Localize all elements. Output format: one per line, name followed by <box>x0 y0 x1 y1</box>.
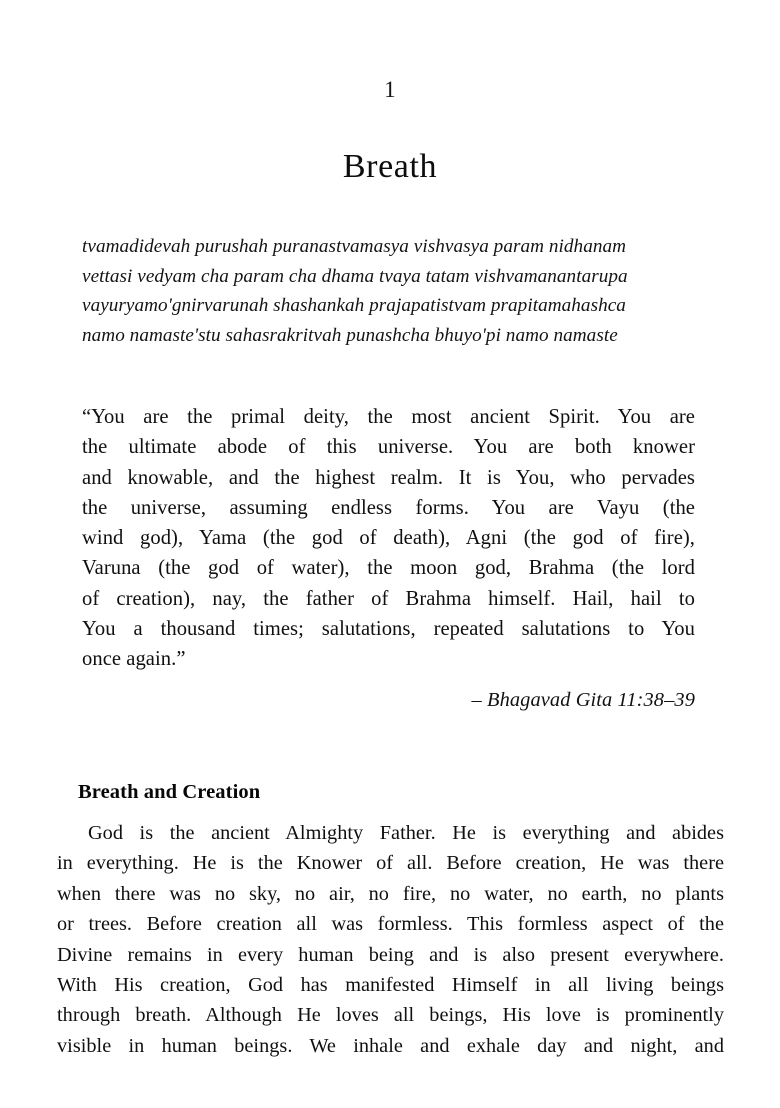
scripture-quotation <box>82 402 695 675</box>
sanskrit-verse <box>82 232 696 350</box>
body-line: when there was no sky, no air, no fire, no water, no earth, no plants <box>57 882 724 905</box>
quote-line: the universe, assuming endless forms. You are Vayu (the <box>82 496 695 519</box>
section-heading: Breath and Creation <box>78 781 261 803</box>
quote-line: and knowable, and the highest realm. It is You, who pervades <box>82 466 695 489</box>
body-line: visible in human beings. We inhale and exhale day and night, and <box>57 1034 724 1057</box>
body-line: Divine remains in every human being and is also present everywhere. <box>57 943 724 966</box>
verse-line: namo namaste'stu sahasrakritvah punashcha bhuyo'pi namo namaste <box>82 324 618 346</box>
body-line: or trees. Before creation all was formless. This formless aspect of the <box>57 913 724 936</box>
verse-line: tvamadidevah purushah puranastvamasya vishvasya param nidhanam <box>82 236 627 257</box>
quote-line: the ultimate abode of this universe. You are both knower <box>82 436 695 459</box>
quote-line: Varuna (the god of water), the moon god, Brahma (the lord <box>82 557 695 580</box>
quote-line: “You are the primal deity, the most ancient Spirit. You are <box>82 406 695 428</box>
body-line: in everything. He is the Knower of all. Before creation, He was there <box>57 852 724 875</box>
quote-line: of creation), nay, the father of Brahma himself. Hail, hail to <box>82 587 695 610</box>
chapter-number: 1 <box>384 77 396 102</box>
body-text <box>57 818 724 1061</box>
body-line: With His creation, God has manifested Himself in all living beings <box>57 974 724 997</box>
chapter-title: Breath <box>342 148 438 185</box>
quote-line: wind god), Yama (the god of death), Agni (the god of fire), <box>82 527 695 550</box>
verse-line: vettasi vedyam cha param cha dhama tvaya tatam vishvamanantarupa <box>82 265 628 287</box>
quote-line: You a thousand times; salutations, repeated salutations to You <box>82 618 695 641</box>
quote-line: once again.” <box>82 648 186 671</box>
quote-attribution: – Bhagavad Gita 11:38–39 <box>471 689 695 711</box>
verse-line: vayuryamo'gnirvarunah shashankah prajapatistvam prapitamahashca <box>82 295 626 316</box>
quote-paragraph <box>82 402 695 675</box>
body-line: through breath. Although He loves all beings, His love is prominently <box>57 1004 724 1027</box>
body-line: God is the ancient Almighty Father. He is everything and abides <box>88 822 724 844</box>
body-paragraph <box>57 818 724 1061</box>
